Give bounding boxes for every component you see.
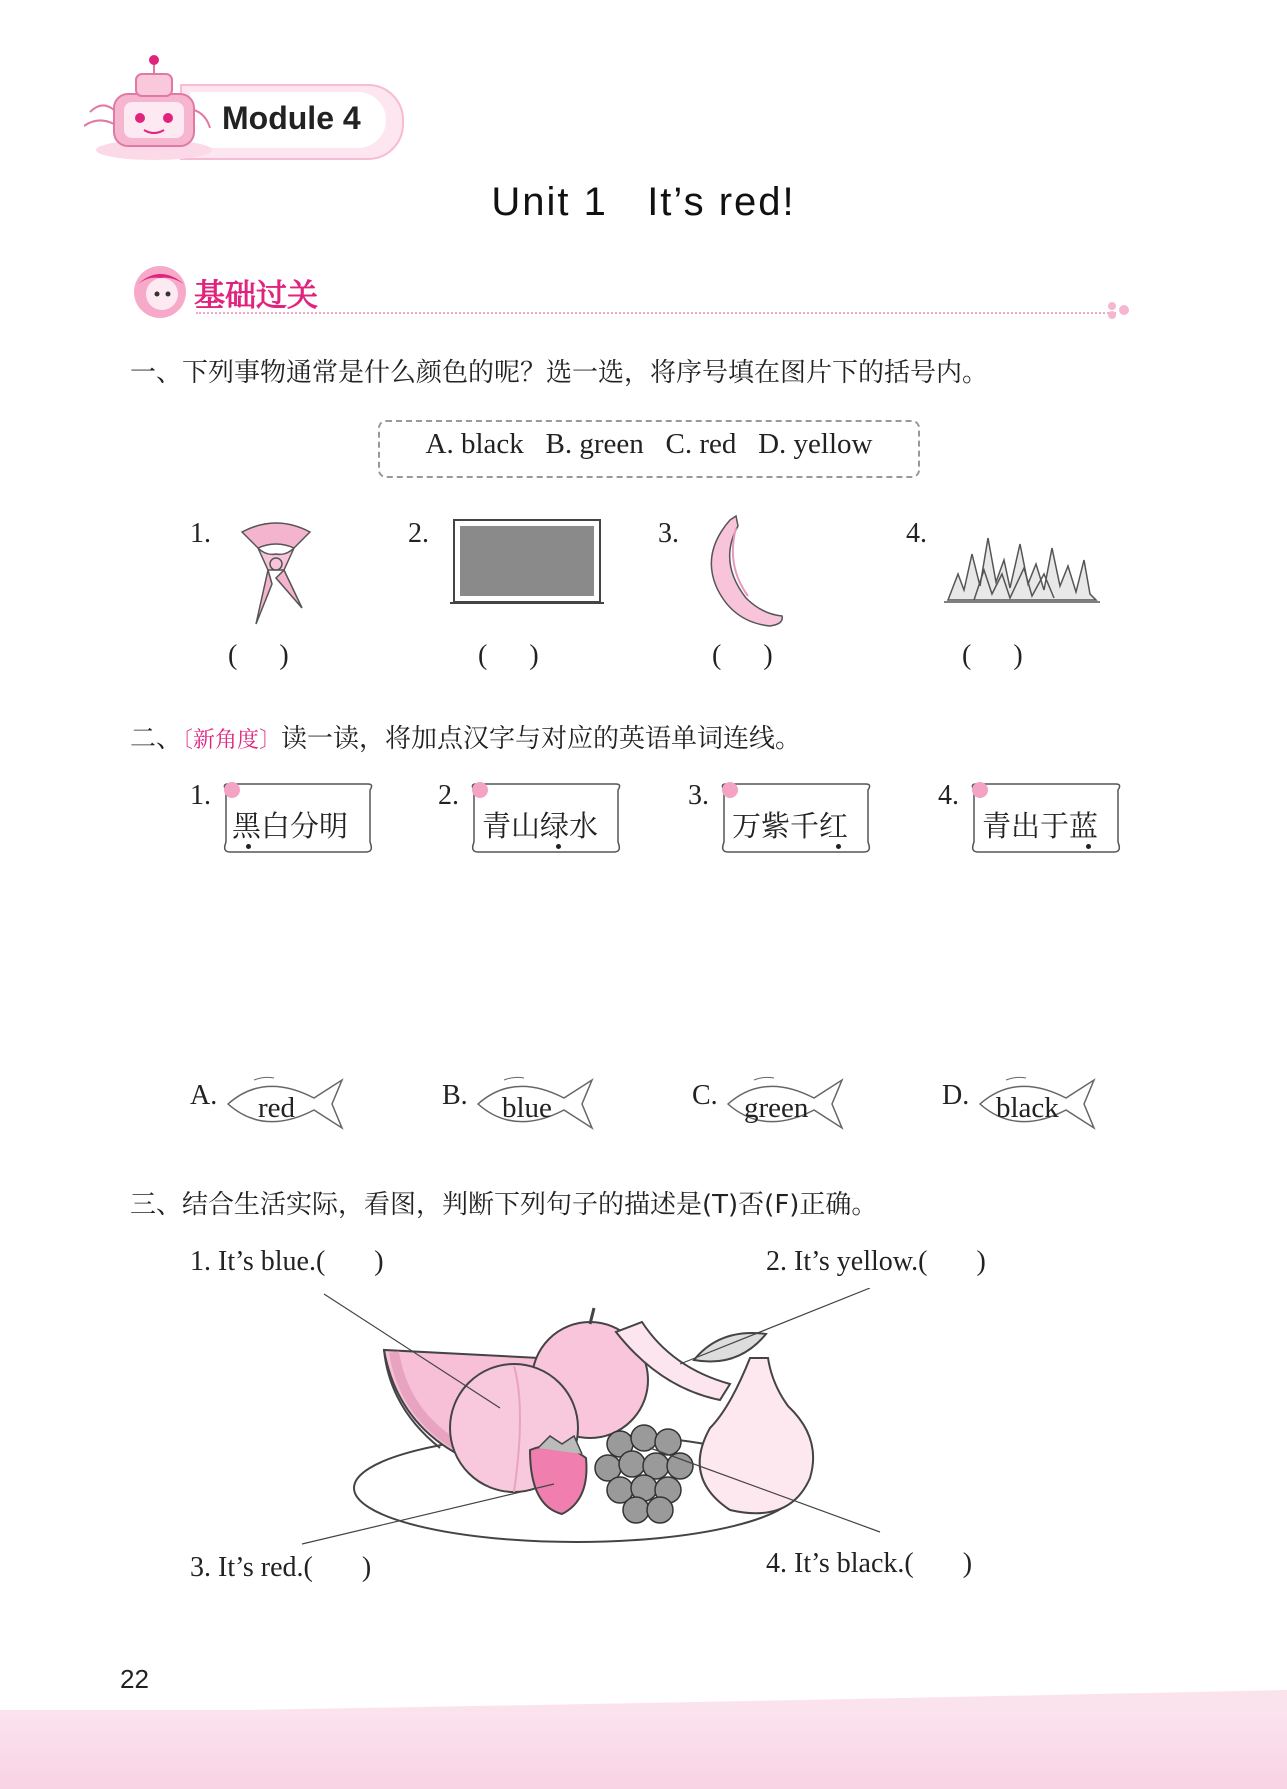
- card-number: 3.: [688, 780, 709, 811]
- fruit-plate-icon: [290, 1288, 890, 1552]
- statement-2[interactable]: 2. It’s yellow.( ): [766, 1246, 986, 1277]
- options-text: A. black B. green C. red D. yellow: [425, 428, 873, 460]
- unit-title: Unit 1 It’s red!: [491, 180, 796, 224]
- idiom-card-text: 万紫千红: [732, 809, 849, 843]
- emphasis-dot: [1086, 844, 1091, 849]
- idiom-card-text: 黑白分明: [232, 809, 349, 843]
- question-2-heading: [130, 718, 801, 755]
- card-number: 2.: [438, 780, 459, 811]
- question-1-heading: 一、下列事物通常是什么颜色的呢？选一选，将序号填在图片下的括号内。: [130, 358, 989, 388]
- section-divider: [196, 312, 1116, 314]
- robot-mascot-icon: [84, 54, 214, 164]
- statement-1[interactable]: 1. It’s blue.( ): [190, 1246, 384, 1277]
- emphasis-dot: [246, 844, 251, 849]
- blackboard-icon: [450, 516, 604, 606]
- page-number: 22: [120, 1664, 149, 1694]
- answer-blank[interactable]: ( ): [712, 640, 773, 671]
- fish-word: blue: [502, 1092, 552, 1124]
- statement-4[interactable]: 4. It’s black.( ): [766, 1548, 973, 1579]
- idiom-card-text: 青出于蓝: [982, 809, 1099, 843]
- fish-letter: A.: [190, 1080, 218, 1111]
- answer-blank[interactable]: ( ): [478, 640, 539, 671]
- item-number: 3.: [658, 518, 679, 549]
- fish-letter: B.: [442, 1080, 468, 1111]
- banana-icon: [702, 512, 790, 628]
- module-label: Module 4: [222, 100, 361, 136]
- dots-decoration-icon: [1106, 300, 1136, 320]
- footer-band: [0, 1710, 1287, 1789]
- girl-mascot-icon: [130, 264, 190, 320]
- question-3-heading: 三、结合生活实际，看图，判断下列句子的描述是(T)否(F)正确。: [130, 1190, 878, 1220]
- new-angle-tag: 〔新角度〕: [182, 728, 282, 753]
- answer-blank[interactable]: ( ): [228, 640, 289, 671]
- question-2-text: 读一读，将加点汉字与对应的英语单词连线。: [281, 724, 802, 754]
- fish-word: green: [744, 1092, 809, 1124]
- item-number: 4.: [906, 518, 927, 549]
- emphasis-dot: [556, 844, 561, 849]
- card-number: 4.: [938, 780, 959, 811]
- answer-blank[interactable]: ( ): [962, 640, 1023, 671]
- fish-word: black: [996, 1092, 1059, 1124]
- section-heading: 基础过关: [194, 278, 318, 314]
- statement-3[interactable]: 3. It’s red.( ): [190, 1552, 372, 1583]
- scarf-icon: [236, 514, 316, 630]
- fish-word: red: [258, 1092, 296, 1124]
- fish-letter: C.: [692, 1080, 718, 1111]
- card-number: 1.: [190, 780, 211, 811]
- idiom-card-text: 青山绿水: [482, 809, 599, 843]
- item-number: 1.: [190, 518, 211, 549]
- question-2-prefix: 二、: [130, 724, 183, 754]
- emphasis-dot: [836, 844, 841, 849]
- fish-letter: D.: [942, 1080, 970, 1111]
- grass-icon: [944, 524, 1100, 606]
- item-number: 2.: [408, 518, 429, 549]
